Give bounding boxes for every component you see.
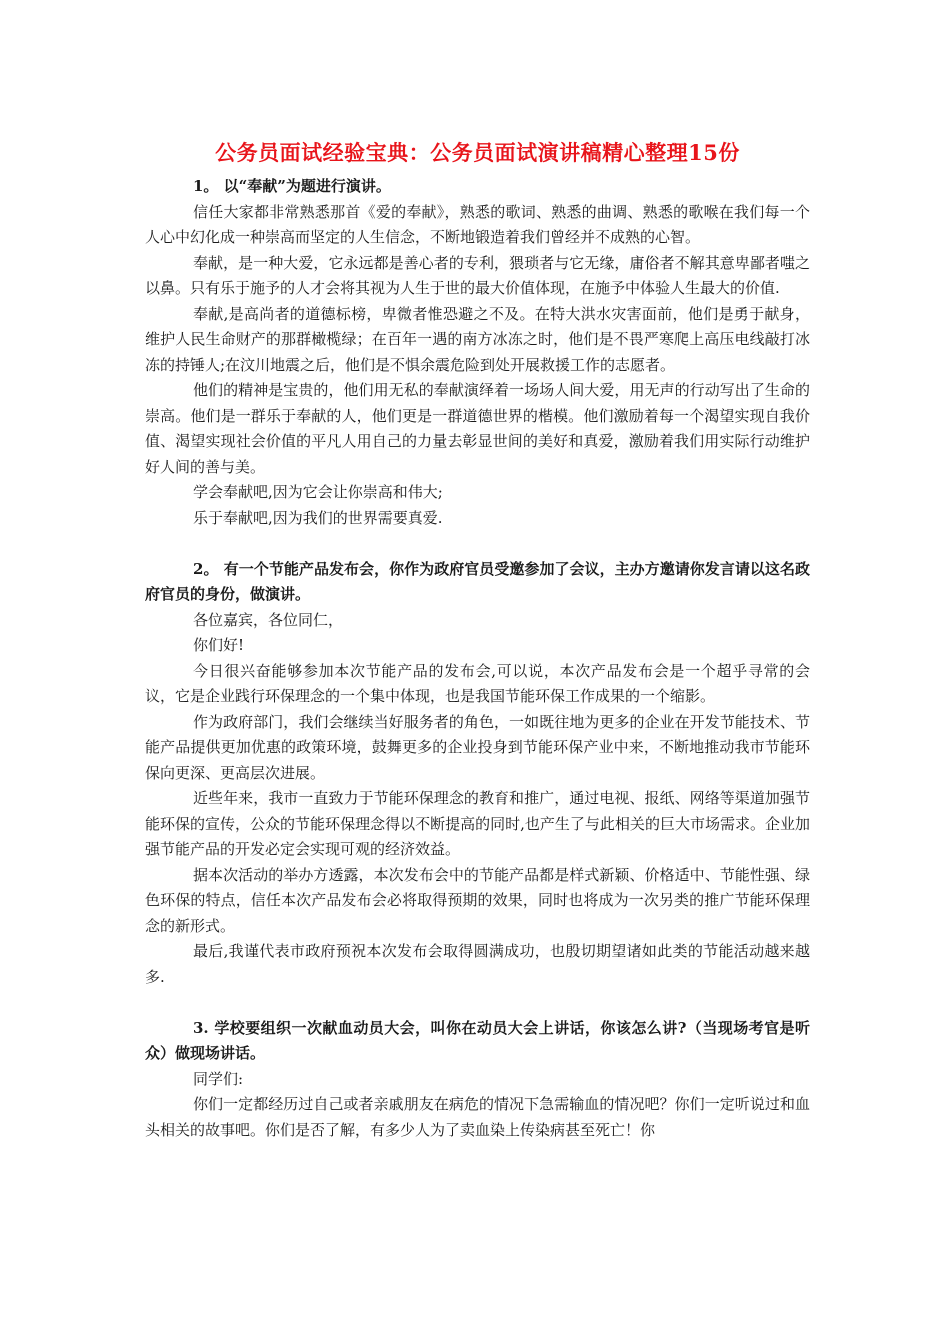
- question-3: 3. 学校要组织一次献血动员大会，叫你在动员大会上讲话，你该怎么讲?（当现场考官是听众）做现场讲话。: [145, 1018, 810, 1062]
- paragraph: 奉献,是高尚者的道德标榜，卑微者惟恐避之不及。在特大洪水灾害面前，他们是勇于献身，维护人民生命财产的那群橄榄绿；在百年一遇的南方冰冻之时，他们是不畏严寒爬上高压电线敲打冰冻的持锤人;在汶川地震之后，他们是不惧余震危险到处开展救援工作的志愿者。: [145, 304, 810, 374]
- paragraph: 学会奉献吧,因为它会让你崇高和伟大;: [193, 483, 443, 501]
- paragraph: 你们一定都经历过自己或者亲戚朋友在病危的情况下急需输血的情况吧？你们一定听说过和血头相关的故事吧。你们是否了解，有多少人为了卖血染上传染病甚至死亡！你: [145, 1095, 810, 1139]
- section-2: [145, 557, 810, 991]
- paragraph: 同学们:: [193, 1069, 244, 1088]
- paragraph: 近些年来，我市一直致力于节能环保理念的教育和推广，通过电视、报纸、网络等渠道加强节能环保的宣传，公众的节能环保理念得以不断提高的同时,也产生了与此相关的巨大市场需求。企业加强节能产品的开发必定会实现可观的经济效益。: [145, 789, 810, 858]
- paragraph: 今日很兴奋能够参加本次节能产品的发布会,可以说，本次产品发布会是一个超乎寻常的会议，它是企业践行环保理念的一个集中体现，也是我国节能环保工作成果的一个缩影。: [145, 661, 810, 705]
- document-title: 公务员面试经验宝典：公务员面试演讲稿精心整理15份: [215, 140, 740, 165]
- paragraph: 作为政府部门，我们会继续当好服务者的角色，一如既往地为更多的企业在开发节能技术、节能产品提供更加优惠的政策环境，鼓舞更多的企业投身到节能环保产业中来，不断地推动我市节能环保向更深、更高层次进展。: [145, 712, 810, 782]
- section-3: [145, 1016, 810, 1144]
- question-2: 2。 有一个节能产品发布会，你作为政府官员受邀参加了会议，主办方邀请你发言请以这名政府官员的身份，做演讲。: [145, 559, 810, 603]
- section-spacer: [145, 990, 810, 1016]
- paragraph: 各位嘉宾，各位同仁，: [193, 610, 344, 629]
- paragraph: 他们的精神是宝贵的，他们用无私的奉献演绎着一场场人间大爱，用无声的行动写出了生命的崇高。他们是一群乐于奉献的人，他们更是一群道德世界的楷模。他们激励着每一个渴望实现自我价值、渴望实现社会价值的平凡人用自己的力量去彰显世间的美好和真爱，激励着我们用实际行动维护好人间的善与美。: [145, 381, 810, 476]
- section-1: [145, 174, 810, 531]
- paragraph: 奉献，是一种大爱，它永远都是善心者的专利，猥琐者与它无缘，庸俗者不解其意卑鄙者嗤之以鼻。只有乐于施予的人才会将其视为人生于世的最大价值体现，在施予中体验人生最大的价值.: [145, 253, 810, 297]
- section-spacer: [145, 531, 810, 557]
- question-1: 1。 以“奉献”为题进行演讲。: [193, 177, 391, 195]
- paragraph: 你们好!: [193, 636, 245, 654]
- paragraph: 乐于奉献吧,因为我们的世界需要真爱.: [193, 508, 443, 527]
- document-page: [145, 138, 810, 1143]
- paragraph: 信任大家都非常熟悉那首《爱的奉献》，熟悉的歌词、熟悉的曲调、熟悉的歌喉在我们每一个人心中幻化成一种崇高而坚定的人生信念，不断地锻造着我们曾经并不成熟的心智。: [145, 202, 810, 246]
- paragraph: 最后,我谨代表市政府预祝本次发布会取得圆满成功，也殷切期望诸如此类的节能活动越来越多.: [145, 942, 810, 986]
- paragraph: 据本次活动的举办方透露，本次发布会中的节能产品都是样式新颖、价格适中、节能性强、绿色环保的特点，信任本次产品发布会必将取得预期的效果，同时也将成为一次另类的推广节能环保理念的新形式。: [145, 865, 810, 935]
